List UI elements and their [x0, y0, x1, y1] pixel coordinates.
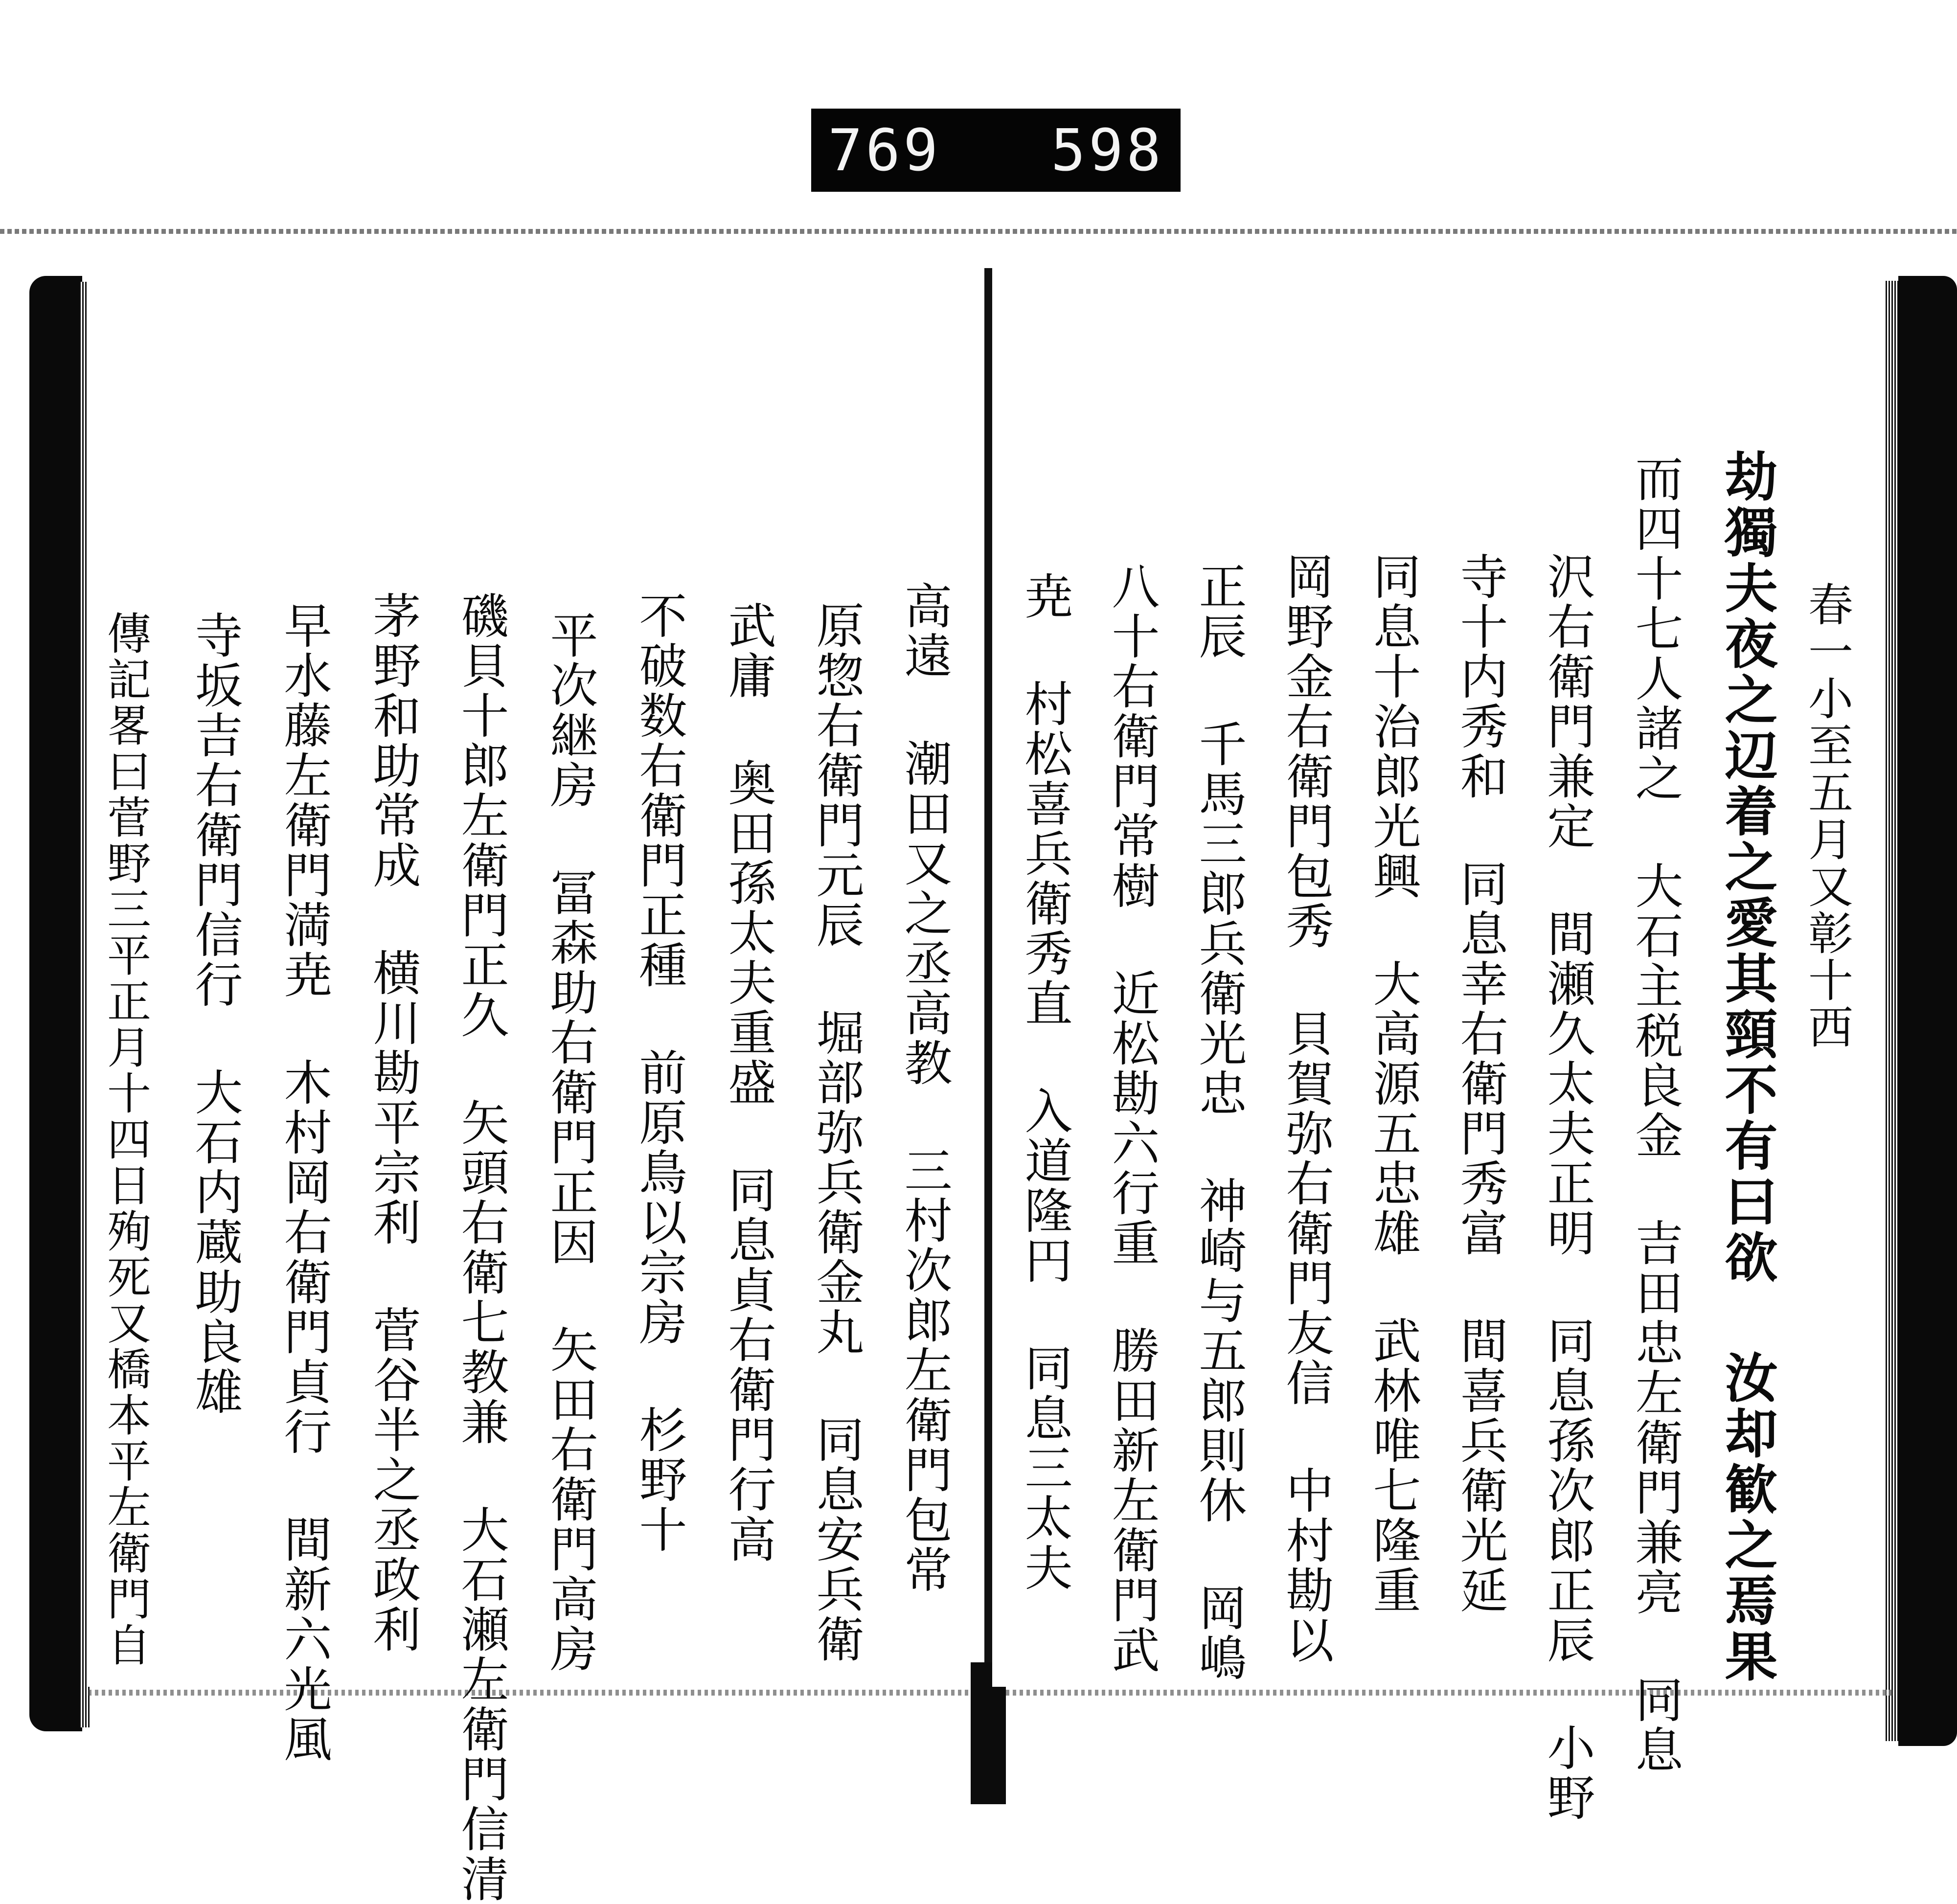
- left-cover-edge: [29, 276, 82, 1731]
- left-column-10: 傳記畧曰菅野三平正月十四日殉死又橋本平左衛門自: [99, 611, 151, 1668]
- left-column-5: 平次継房 冨森助右衛門正因 矢田右衛門高房: [542, 611, 598, 1674]
- right-column-1: 劫獨夫夜之辺着之愛其頸不有曰欲 汝却歓之焉果: [1716, 449, 1777, 1685]
- left-column-7: 茅野和助常成 横川勘平宗利 菅谷半之丞政利: [365, 591, 421, 1655]
- left-column-9: 寺坂吉右衛門信行 大石内蔵助良雄: [187, 611, 243, 1417]
- left-column-1: 高遠 潮田又之丞高教 三村次郎左衛門包常: [896, 581, 952, 1595]
- left-column-3: 武庸 奥田孫太夫重盛 同息貞右衛門行高: [720, 601, 776, 1564]
- right-column-6: 岡野金右衛門包秀 貝賀弥右衛門友信 中村勘以: [1278, 552, 1334, 1665]
- right-column-2: 而四十七人諸之 大石主税良金 吉田忠左衛門兼亮 同息: [1627, 454, 1683, 1775]
- left-page: [88, 268, 984, 1904]
- right-column-9: 尭 村松喜兵衛秀直 入道隆円 同息三太夫: [1017, 571, 1072, 1593]
- right-page: [992, 268, 1886, 1823]
- left-column-4: 不破数右衛門正種 前原鳥以宗房 杉野十: [631, 591, 687, 1555]
- archive-number-label: [811, 109, 1181, 192]
- right-column-4: 寺十内秀和 同息幸右衛門秀富 間喜兵衛光延: [1452, 552, 1508, 1615]
- archive-number-left: 769: [828, 116, 941, 184]
- left-column-6: 磯貝十郎左衛門正久 矢頭右衛七教兼 大石瀬左衛門信清: [453, 591, 509, 1904]
- open-book: [0, 229, 1957, 1904]
- left-column-8: 早水藤左衛門満尭 木村岡右衛門貞行 間新六光風: [276, 601, 332, 1764]
- book-top-edge: [0, 229, 1957, 234]
- right-cover-edge: [1898, 276, 1957, 1746]
- right-page-stack: [1886, 281, 1898, 1741]
- right-column-5: 同息十治郎光興 大高源五忠雄 武林唯七隆重: [1365, 552, 1421, 1615]
- archive-number-right: 598: [1050, 116, 1164, 184]
- right-column-3: 沢右衛門兼定 間瀬久太夫正明 同息孫次郎正辰 小野: [1539, 552, 1595, 1823]
- left-column-2: 原惣右衛門元辰 堀部弥兵衛金丸 同息安兵衛: [808, 601, 864, 1664]
- book-gutter: [984, 268, 992, 1731]
- right-page-header: 春一小至五月又彰十西: [1801, 581, 1853, 1051]
- right-column-8: 八十右衛門常樹 近松勘六行重 勝田新左衛門武: [1104, 562, 1160, 1675]
- right-column-7: 正辰 千馬三郎兵衛光忠 神崎与五郎則休 岡嶋: [1191, 562, 1247, 1683]
